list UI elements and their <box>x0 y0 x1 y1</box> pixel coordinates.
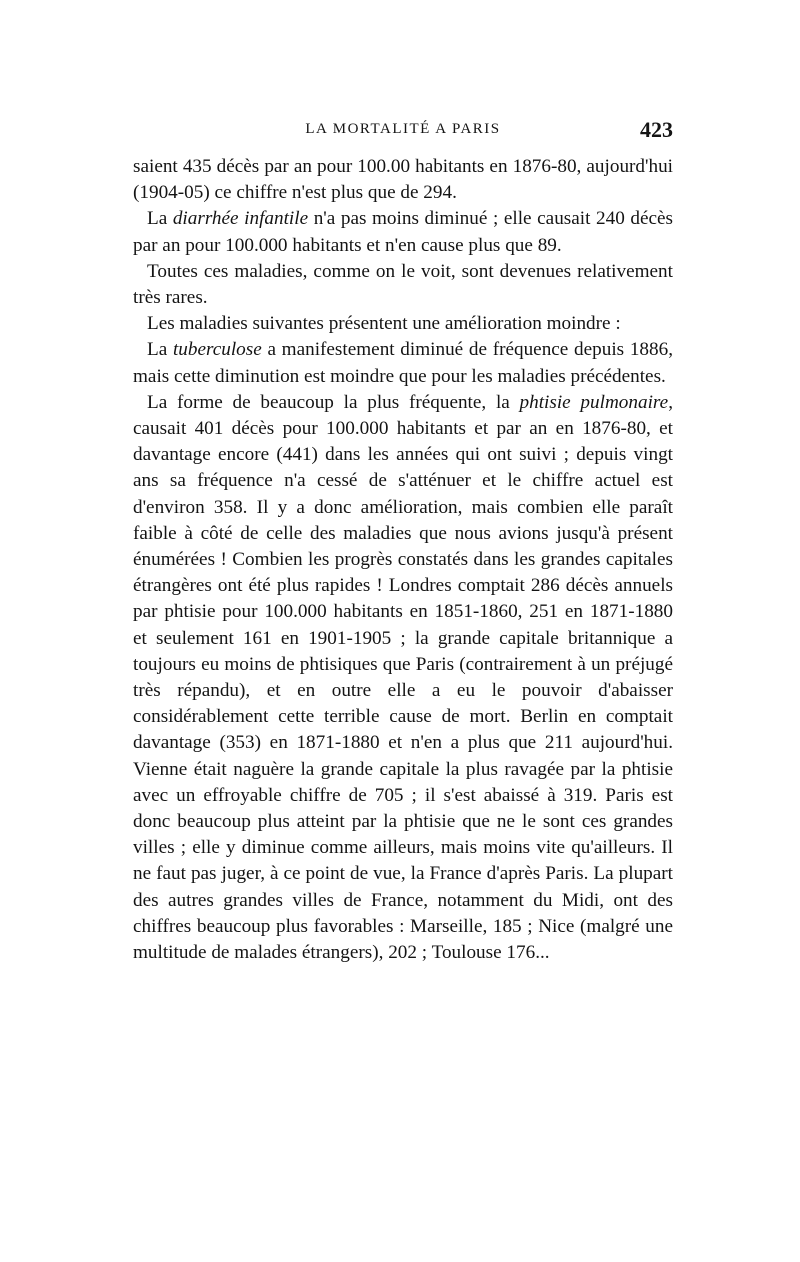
text-run: , causait 401 décès pour 100.000 habitants et par an en 1876-80, et davantage encore (441) dans les années qui ont suivi ; depuis vingt ans sa fréquence n'a cessé de s'atténuer et le chiffre actuel est d'environ 358. Il y a donc amélioration, mais combien elle paraît faible à côté de celle des maladies que nous avions jusqu'à présent énumérées ! Combien les progrès constatés dans les grandes capitales étrangères ont été plus rapides ! Londres comptait 286 décès annuels par phtisie pour 100.000 habitants en 1851-1860, 251 en 1871-1880 et seulement 161 en 1901-1905 ; la grande capitale britannique a toujours eu moins de phtisiques que Paris (contrairement à un préjugé très répandu), et en outre elle a eu le pouvoir d'abaisser considérablement cette terrible cause de mort. Berlin en comptait davantage (353) en 1871-1880 et n'en a plus que 211 aujourd'hui. Vienne était naguère la grande capitale la plus ravagée par la phtisie avec un effroyable chiffre de 705 ; il s'est abaissé à 319. Paris est donc beaucoup plus atteint par la phtisie que ne le sont ces grandes villes ; elle y diminue comme ailleurs, mais moins vite qu'ailleurs. Il ne faut pas juger, à ce point de vue, la France d'après Paris. La plupart des autres grandes villes de France, notamment du Midi, ont des chiffres beaucoup plus favorables : Marseille, 185 ; Nice (malgré une multitude de malades étrangers), 202 ; Toulouse 176... <box>133 391 673 964</box>
text-run: La <box>147 339 173 361</box>
body-text <box>133 154 673 966</box>
italic-term: diarrhée infantile <box>172 208 309 230</box>
italic-term: phtisie pulmonaire <box>519 391 669 413</box>
italic-term: tuberculose <box>172 339 262 361</box>
text-run: La <box>147 208 173 230</box>
text-run: Les maladies suivantes présentent une amélioration moindre : <box>147 313 621 335</box>
text-run: La forme de beaucoup la plus fréquente, la <box>147 391 520 413</box>
paragraph <box>133 206 673 258</box>
text-run: n'a pas moins diminué ; elle causait 240 décès par an pour 100.000 habitants et n'en cause plus que 89. <box>133 208 673 256</box>
paragraph <box>133 337 673 389</box>
paragraph <box>133 259 673 311</box>
paragraph <box>133 390 673 966</box>
page-number: 423 <box>640 117 673 142</box>
text-run: saient 435 décès par an pour 100.00 habitants en 1876-80, aujourd'hui (1904-05) ce chiffre n'est plus que de 294. <box>133 156 673 204</box>
text-run: a manifestement diminué de fréquence depuis 1886, mais cette diminution est moindre que pour les maladies précédentes. <box>133 339 673 387</box>
running-head <box>133 117 673 143</box>
text-run: Toutes ces maladies, comme on le voit, sont devenues relativement très rares. <box>133 260 673 309</box>
running-title: LA MORTALITÉ A PARIS <box>305 121 501 137</box>
paragraph <box>133 154 673 206</box>
paragraph <box>133 311 673 337</box>
